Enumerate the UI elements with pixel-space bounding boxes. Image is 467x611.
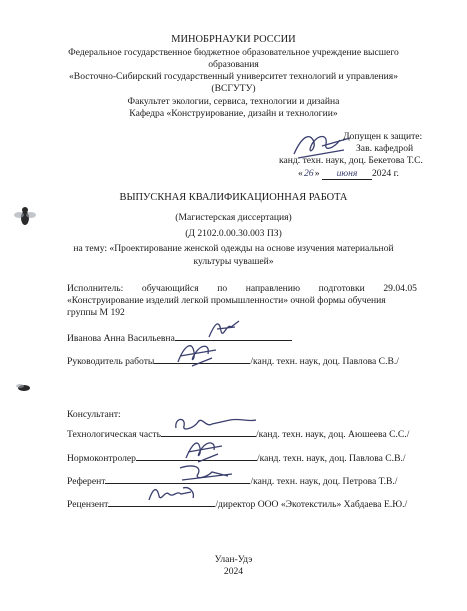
institution-abbrev: (ВСГУТУ) xyxy=(211,83,256,94)
supervisor-row xyxy=(67,352,399,368)
institution-line1: Федеральное государственное бюджетное образовательное учреждение высшего xyxy=(68,47,399,58)
reviewer-label: Рецензент xyxy=(67,499,109,510)
reviewer-info: /директор ООО «Экотекстиль» Хабдаева Е.Ю./ xyxy=(215,499,408,510)
supervisor-info: /канд. техн. наук, доц. Павлова С.В./ xyxy=(250,356,399,367)
referent-label: Референт xyxy=(67,476,106,487)
ministry-name: МИНОБРНАУКИ РОССИИ xyxy=(171,34,296,45)
tech-part-info: /канд. техн. наук, доц. Аюшеева С.С./ xyxy=(255,429,410,440)
year: 2024 xyxy=(223,566,244,577)
supervisor-label: Руководитель работы xyxy=(67,356,155,367)
performer-name: Иванова Анна Васильевна xyxy=(67,333,175,344)
performer-line2: «Конструирование изделий легкой промышленности» очной формы обучения xyxy=(67,295,386,306)
department-name: Кафедра «Конструирование, дизайн и технологии» xyxy=(129,108,338,119)
work-subtitle: (Магистерская диссертация) xyxy=(175,212,292,223)
work-topic-line2: культуры чувашей» xyxy=(193,256,274,267)
faculty-name: Факультет экологии, сервиса, технологии и дизайна xyxy=(127,96,340,107)
tech-part-row xyxy=(67,425,409,441)
referent-info: /канд. техн. наук, доц. Петрова Т.В./ xyxy=(250,476,398,487)
performer-line3: группы М 192 xyxy=(67,307,125,318)
normcontrol-label: Нормоконтролер xyxy=(67,453,136,464)
work-title: ВЫПУСКНАЯ КВАЛИФИКАЦИОННАЯ РАБОТА xyxy=(119,192,348,203)
tech-part-label: Технологическая часть xyxy=(67,429,161,440)
referent-row xyxy=(67,472,397,488)
city: Улан-Удэ xyxy=(214,554,253,565)
performer-line1: Исполнитель: обучающийся по направлению подготовки 29.04.05 xyxy=(67,283,417,294)
institution-line3: «Восточно-Сибирский государственный университет технологий и управления» xyxy=(69,71,398,82)
fly-icon xyxy=(16,382,32,394)
work-topic-line1: на тему: «Проектирование женской одежды на основе изучения материальной xyxy=(73,243,394,254)
normcontrol-info: /канд. техн. наук, доц. Павлова С.В./ xyxy=(256,453,406,464)
fly-icon xyxy=(14,204,36,230)
institution-line2: образования xyxy=(208,59,259,70)
reviewer-row xyxy=(67,495,407,511)
performer-name-row xyxy=(67,329,292,345)
head-name: канд. техн. наук, доц. Бекетова Т.С. xyxy=(279,155,423,166)
admitted-label: Допущен к защите: xyxy=(343,131,423,142)
head-role: Зав. кафедрой xyxy=(356,143,414,154)
approval-date: «26» июня 2024 г. xyxy=(298,168,399,179)
normcontrol-row xyxy=(67,449,406,465)
work-code: (Д 2102.0.00.30.003 ПЗ) xyxy=(185,228,282,239)
consultant-label: Консультант: xyxy=(67,409,121,420)
